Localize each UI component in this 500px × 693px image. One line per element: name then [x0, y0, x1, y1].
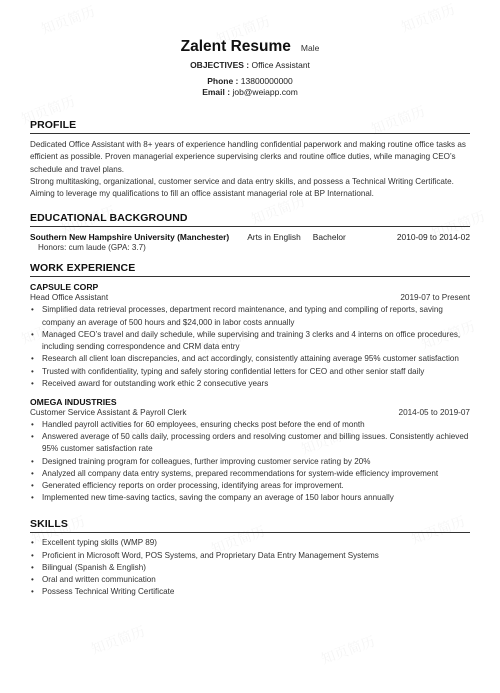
profile-section: [30, 119, 470, 200]
list-item: • Trusted with confidentiality, typing and safely storing confidential letters for CEO and other senior staff daily: [42, 366, 470, 378]
profile-paragraph: Strong multitasking, organizational, customer service and data entry skills, and possess a Technical Writing Certificate. Aiming to leverage my qualifications to fill an office assistant managerial role at BP International.: [30, 176, 454, 199]
phone-value: 13800000000: [240, 76, 293, 86]
contact-block: [30, 76, 470, 98]
candidate-gender: Male: [300, 43, 320, 53]
list-item: • Answered average of 50 calls daily, processing orders and resolving customer and billing issues. Consistently achieved 95% customer satisfaction rate: [42, 431, 470, 455]
list-item: • Managed CEO’s travel and daily schedule, while supervising and training 3 clerks and 4 interns on office procedures, including sending correspondence and CRM data entry: [42, 329, 470, 353]
objective-label: OBJECTIVES :: [190, 60, 250, 70]
school-name: Southern New Hampshire University (Manchester): [30, 232, 230, 243]
job-entry: [30, 397, 470, 504]
job-date: 2019-07 to Present: [400, 293, 470, 303]
job-bullets: [30, 304, 470, 389]
list-item: • Received award for outstanding work ethic 2 consecutive years: [42, 378, 470, 390]
list-item: • Simplified data retrieval processes, department record maintenance, and typing and compiling of reports, saving company an average of 500 hours and $24,000 in labor costs annually: [42, 304, 470, 328]
objective-value: Office Assistant: [251, 60, 310, 70]
education-major: Arts in English: [247, 232, 301, 243]
resume-header: [30, 36, 470, 98]
job-bullets: [30, 419, 470, 504]
skills-list: [30, 537, 470, 598]
education-entry: [30, 232, 470, 253]
list-item: • Excellent typing skills (WMP 89): [42, 537, 470, 549]
education-section: [30, 212, 470, 253]
list-item: • Generated efficiency reports on order processing, identifying areas for improvement.: [42, 480, 470, 492]
resume-page: [30, 0, 470, 693]
job-role: Head Office Assistant: [30, 293, 109, 303]
list-item: • Handled payroll activities for 60 employees, ensuring checks post before the end of month: [42, 419, 470, 431]
role-row: [30, 407, 470, 419]
objective-line: [30, 60, 470, 70]
candidate-name: Zalent Resume: [180, 38, 291, 55]
work-section: [30, 262, 470, 504]
list-item: • Oral and written communication: [42, 574, 470, 586]
section-title-skills: SKILLS: [30, 518, 470, 533]
email-value: job@weiapp.com: [232, 87, 298, 97]
education-date: 2010-09 to 2014-02: [396, 232, 470, 243]
list-item: • Bilingual (Spanish & English): [42, 562, 470, 574]
education-honors: Honors: cum laude (GPA: 3.7): [38, 243, 146, 253]
phone-line: [30, 76, 470, 87]
company-name: OMEGA INDUSTRIES: [30, 396, 117, 407]
email-label: Email :: [202, 87, 231, 97]
list-item: • Possess Technical Writing Certificate: [42, 586, 470, 598]
phone-label: Phone :: [207, 76, 239, 86]
education-row: [30, 232, 470, 242]
section-title-profile: PROFILE: [30, 119, 470, 134]
job-entry: [30, 282, 470, 389]
list-item: • Analyzed all company data entry systems, prepared recommendations for system-wide efficiency improvement: [42, 468, 470, 480]
section-title-education: EDUCATIONAL BACKGROUND: [30, 212, 470, 227]
skills-section: [30, 518, 470, 598]
list-item: • Implemented new time-saving tactics, saving the company an average of 150 labor hours annually: [42, 492, 470, 504]
list-item: • Designed training program for colleagues, further improving customer service rating by 20%: [42, 456, 470, 468]
name-line: [30, 36, 470, 58]
role-row: [30, 292, 470, 304]
section-title-work: WORK EXPERIENCE: [30, 262, 470, 277]
job-date: 2014-05 to 2019-07: [398, 407, 470, 417]
company-name: CAPSULE CORP: [30, 282, 99, 293]
job-role: Customer Service Assistant & Payroll Clerk: [30, 407, 187, 417]
list-item: • Research all client loan discrepancies, and act accordingly, consistently attaining average 95% customer satisfaction: [42, 353, 470, 365]
profile-paragraph: Dedicated Office Assistant with 8+ years of experience handling confidential paperwork and making routine office tasks as efficient as possible. Proven managerial experience supervising clerks and routine office duties, while managing CEO’s schedule and travel plans.: [30, 140, 466, 174]
education-degree: Bachelor: [312, 232, 346, 243]
profile-body: [30, 139, 470, 200]
list-item: • Proficient in Microsoft Word, POS Systems, and Proprietary Data Entry Management Systems: [42, 550, 470, 562]
email-line: [30, 87, 470, 98]
